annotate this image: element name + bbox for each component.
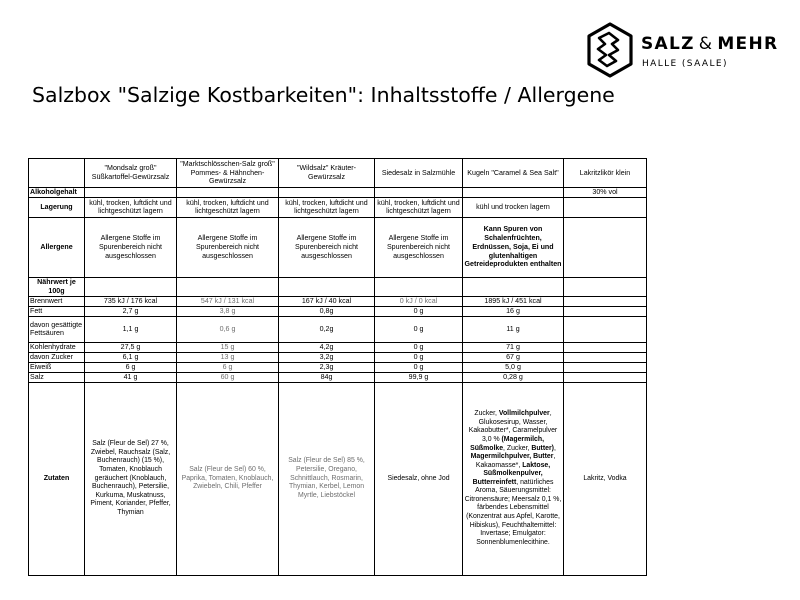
nutrient-cell: 11 g — [463, 316, 564, 342]
nutrient-cell: 0 g — [375, 316, 463, 342]
row-label-allergene: Allergene — [29, 217, 85, 277]
nutrient-cell: 0,28 g — [463, 372, 564, 382]
nutrient-cell: 2,7 g — [85, 306, 177, 316]
nutrient-cell: 1895 kJ / 451 kcal — [463, 296, 564, 306]
alkohol-cell — [463, 188, 564, 198]
alkohol-row — [29, 188, 647, 198]
naehrwert-cell — [279, 277, 375, 296]
ingredient-text: , Kakaomasse*, — [475, 453, 556, 469]
ingredient-text: , Zucker, — [503, 444, 532, 452]
nutrient-cell: 6 g — [85, 362, 177, 372]
nutrient-cell — [564, 362, 647, 372]
allergene-row — [29, 217, 647, 277]
alkohol-cell — [375, 188, 463, 198]
row-label-kohlenhydrate: Kohlenhydrate — [29, 342, 85, 352]
alkohol-cell — [85, 188, 177, 198]
lagerung-cell: kühl, trocken, luftdicht und lichtgeschützt lagern — [85, 197, 177, 217]
naehrwert-cell — [177, 277, 279, 296]
nutrient-cell: 735 kJ / 176 kcal — [85, 296, 177, 306]
nutrient-cell: 27,5 g — [85, 342, 177, 352]
nutrient-cell: 16 g — [463, 306, 564, 316]
nutrient-row-brennwert — [29, 296, 647, 306]
nutrient-cell — [564, 296, 647, 306]
ingredient-allergen-text: Vollmilchpulver — [498, 410, 550, 418]
ingredient-text: Zucker, — [474, 410, 499, 418]
ingredient-allergen-text: Laktose, Süßmolkenpulver, Butterreinfett — [472, 461, 551, 486]
nutrient-cell: 71 g — [463, 342, 564, 352]
row-label-zucker: davon Zucker — [29, 352, 85, 362]
nutrient-row-kohlenhydrate — [29, 342, 647, 352]
header-mondsalz: "Mondsalz groß" Süßkartoffel-Gewürzsalz — [85, 159, 177, 188]
nutrient-cell: 41 g — [85, 372, 177, 382]
lagerung-cell: kühl, trocken, luftdicht und lichtgeschützt lagern — [375, 197, 463, 217]
row-label-fett: Fett — [29, 306, 85, 316]
nutrient-cell — [564, 342, 647, 352]
nutrient-cell: 0,6 g — [177, 316, 279, 342]
nutrient-cell: 0 g — [375, 306, 463, 316]
row-label-lagerung: Lagerung — [29, 197, 85, 217]
nutrient-row-salz — [29, 372, 647, 382]
nutrient-cell: 0,2g — [279, 316, 375, 342]
nutrient-row-zucker — [29, 352, 647, 362]
nutrient-cell: 0,8g — [279, 306, 375, 316]
ingredients-allergens-table — [28, 158, 647, 576]
zutaten-cell-marktschloesschen: Salz (Fleur de Sel) 60 %, Paprika, Tomaten, Knoblauch, Zwiebeln, Chili, Pfeffer — [177, 382, 279, 575]
nutrient-cell: 67 g — [463, 352, 564, 362]
header-lakritzlikoer: Lakritzlikör klein — [564, 159, 647, 188]
header-kugeln: Kugeln "Caramel & Sea Salt" — [463, 159, 564, 188]
ingredient-allergen-text: Magermilchpulver, Butter — [470, 453, 554, 461]
allergene-cell — [564, 217, 647, 277]
alkohol-cell — [279, 188, 375, 198]
nutrient-cell: 167 kJ / 40 kcal — [279, 296, 375, 306]
nutrient-row-gesaettigte-fettsaeuren — [29, 316, 647, 342]
zutaten-cell-wildsalz: Salz (Fleur de Sel) 85 %, Petersilie, Oregano, Schnittlauch, Rosmarin, Thymian, Kerbel, Lemon Myrtle, Liebstöckel — [279, 382, 375, 575]
nutrient-cell: 2,3g — [279, 362, 375, 372]
table-header-row — [29, 159, 647, 188]
brand-city: HALLE (SAALE) — [642, 59, 728, 69]
allergene-cell: Allergene Stoffe im Spurenbereich nicht ausgeschlossen — [177, 217, 279, 277]
nutrient-row-eiweiss — [29, 362, 647, 372]
nutrient-cell: 6,1 g — [85, 352, 177, 362]
zutaten-row — [29, 382, 647, 575]
allergene-cell: Allergene Stoffe im Spurenbereich nicht ausgeschlossen — [279, 217, 375, 277]
brand-logo — [585, 22, 779, 80]
naehrwert-cell — [564, 277, 647, 296]
nutrient-cell: 15 g — [177, 342, 279, 352]
salt-crystal-hexagon-icon — [585, 22, 635, 78]
ingredient-allergen-text: (Magermilch, Süßmolke — [470, 435, 545, 452]
zutaten-cell-siedesalz: Siedesalz, ohne Jod — [375, 382, 463, 575]
lagerung-cell: kühl und trocken lagern — [463, 197, 564, 217]
ingredient-text: , — [553, 444, 556, 452]
row-label-alkohol: Alkoholgehalt — [29, 188, 85, 198]
row-label-gesaettigte-fettsaeuren: davon gesättigte Fettsäuren — [29, 316, 85, 342]
nutrient-cell: 3,8 g — [177, 306, 279, 316]
zutaten-cell-lakritzlikoer: Lakritz, Vodka — [564, 382, 647, 575]
ingredient-text: , natürliches Aroma, Säuerungsmittel: Citronensäure; Meersalz 0,1 %, färbendes Lebensmittel (Konzentrat aus Apfel, Karotte, Hibiskus), Feuchthaltemittel: Invertase; Emulgator: Sonnenblumenlecithine. — [464, 478, 562, 546]
nutrient-cell — [564, 306, 647, 316]
nutrient-cell: 547 kJ / 131 kcal — [177, 296, 279, 306]
nutrient-cell — [564, 352, 647, 362]
row-label-naehrwert: Nährwert je 100g — [29, 277, 85, 296]
ingredient-text: , Glukosesirup, Wasser, Kakaobutter*, Caramelpulver 3,0 % — [468, 410, 558, 443]
header-empty-cell — [29, 159, 85, 188]
naehrwert-row — [29, 277, 647, 296]
alkohol-cell: 30% vol — [564, 188, 647, 198]
zutaten-cell-kugeln — [463, 382, 564, 575]
row-label-zutaten: Zutaten — [29, 382, 85, 575]
lagerung-cell: kühl, trocken, luftdicht und lichtgeschützt lagern — [177, 197, 279, 217]
row-label-brennwert: Brennwert — [29, 296, 85, 306]
nutrient-cell: 84g — [279, 372, 375, 382]
lagerung-row — [29, 197, 647, 217]
naehrwert-cell — [375, 277, 463, 296]
nutrient-cell: 6 g — [177, 362, 279, 372]
row-label-salz: Salz — [29, 372, 85, 382]
nutrient-cell: 0 g — [375, 342, 463, 352]
nutrient-cell: 0 g — [375, 362, 463, 372]
zutaten-cell-mondsalz: Salz (Fleur de Sel) 27 %, Zwiebel, Rauchsalz (Salz, Buchenrauch) (15 %), Tomaten, Knoblauch geräuchert (Knoblauch, Buchenrauch), Petersilie, Kurkuma, Muskatnuss, Piment, Koriander, Pfeffer, Thymian — [85, 382, 177, 575]
lagerung-cell: kühl, trocken, luftdicht und lichtgeschützt lagern — [279, 197, 375, 217]
nutrient-cell: 0 g — [375, 352, 463, 362]
header-marktschloesschen: "Marktschlösschen-Salz groß" Pommes- & Hähnchen-Gewürzsalz — [177, 159, 279, 188]
brand-name: SALZ & MEHR — [641, 34, 779, 54]
alkohol-cell — [177, 188, 279, 198]
nutrient-cell — [564, 372, 647, 382]
nutrient-cell: 99,9 g — [375, 372, 463, 382]
allergene-cell: Kann Spuren von Schalenfrüchten, Erdnüssen, Soja, Ei und glutenhaltigen Getreideprodukten enthalten — [463, 217, 564, 277]
nutrient-cell: 60 g — [177, 372, 279, 382]
ingredient-allergen-text: Butter) — [531, 444, 554, 452]
header-siedesalz: Siedesalz in Salzmühle — [375, 159, 463, 188]
lagerung-cell — [564, 197, 647, 217]
nutrient-cell: 13 g — [177, 352, 279, 362]
header-wildsalz: "Wildsalz" Kräuter-Gewürzsalz — [279, 159, 375, 188]
nutrient-cell — [564, 316, 647, 342]
nutrient-cell: 1,1 g — [85, 316, 177, 342]
nutrient-cell: 3,2g — [279, 352, 375, 362]
allergene-cell: Allergene Stoffe im Spurenbereich nicht ausgeschlossen — [375, 217, 463, 277]
nutrient-cell: 4,2g — [279, 342, 375, 352]
nutrient-cell: 0 kJ / 0 kcal — [375, 296, 463, 306]
row-label-eiweiss: Eiweiß — [29, 362, 85, 372]
nutrient-row-fett — [29, 306, 647, 316]
naehrwert-cell — [85, 277, 177, 296]
naehrwert-cell — [463, 277, 564, 296]
page-title: Salzbox "Salzige Kostbarkeiten": Inhaltsstoffe / Allergene — [32, 83, 615, 107]
nutrient-cell: 5,0 g — [463, 362, 564, 372]
allergene-cell: Allergene Stoffe im Spurenbereich nicht ausgeschlossen — [85, 217, 177, 277]
